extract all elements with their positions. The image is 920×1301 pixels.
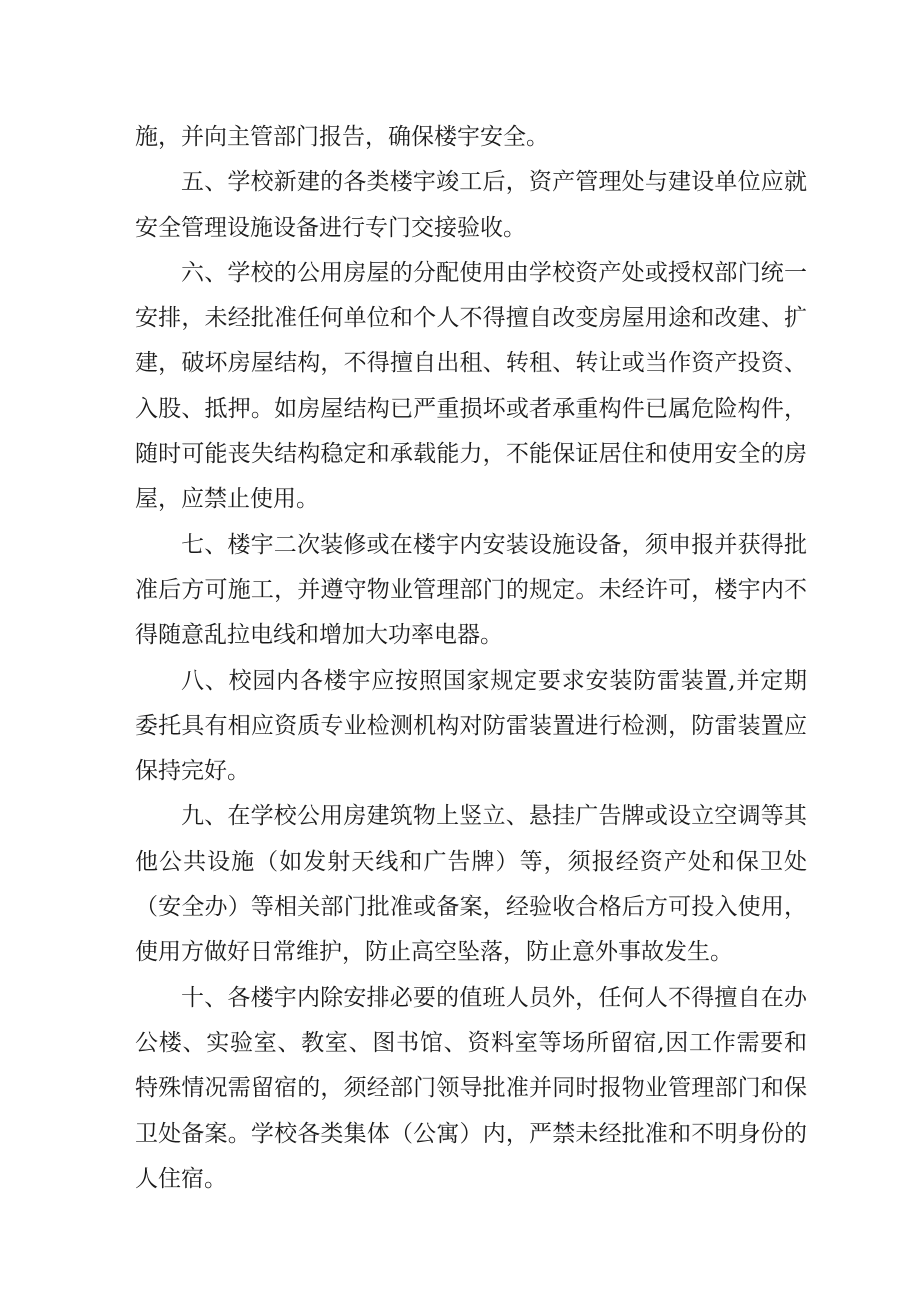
paragraph-item-7: 七、楼宇二次装修或在楼宇内安装设施设备，须申报并获得批准后方可施工，并遵守物业管理部门的规定。未经许可，楼宇内不得随意乱拉电线和增加大功率电器。 xyxy=(135,531,807,649)
paragraph-item-5: 五、学校新建的各类楼宇竣工后，资产管理处与建设单位应就安全管理设施设备进行专门交接验收。 xyxy=(135,169,807,241)
paragraph-item-9: 九、在学校公用房建筑物上竖立、悬挂广告牌或设立空调等其他公共设施（如发射天线和广告牌）等，须报经资产处和保卫处（安全办）等相关部门批准或备案，经验收合格后方可投入使用，使用方做好日常维护，防止高空坠落，防止意外事故发生。 xyxy=(135,803,807,966)
paragraph-item-10: 十、各楼宇内除安排必要的值班人员外，任何人不得擅自在办公楼、实验室、教室、图书馆、资料室等场所留宿,因工作需要和特殊情况需留宿的，须经部门领导批准并同时报物业管理部门和保卫处备案。学校各类集体（公寓）内，严禁未经批准和不明身份的人住宿。 xyxy=(135,984,807,1192)
document-body xyxy=(135,115,807,1202)
paragraph-item-6: 六、学校的公用房屋的分配使用由学校资产处或授权部门统一安排，未经批准任何单位和个人不得擅自改变房屋用途和改建、扩建，破坏房屋结构，不得擅自出租、转租、转让或当作资产投资、入股、抵押。如房屋结构已严重损坏或者承重构件已属危险构件，随时可能丧失结构稳定和承载能力，不能保证居住和使用安全的房屋，应禁止使用。 xyxy=(135,259,807,513)
paragraph-continuation: 施，并向主管部门报告，确保楼宇安全。 xyxy=(135,124,549,150)
paragraph-item-8: 八、校园内各楼宇应按照国家规定要求安装防雷装置,并定期委托具有相应资质专业检测机构对防雷装置进行检测，防雷装置应保持完好。 xyxy=(135,667,807,785)
